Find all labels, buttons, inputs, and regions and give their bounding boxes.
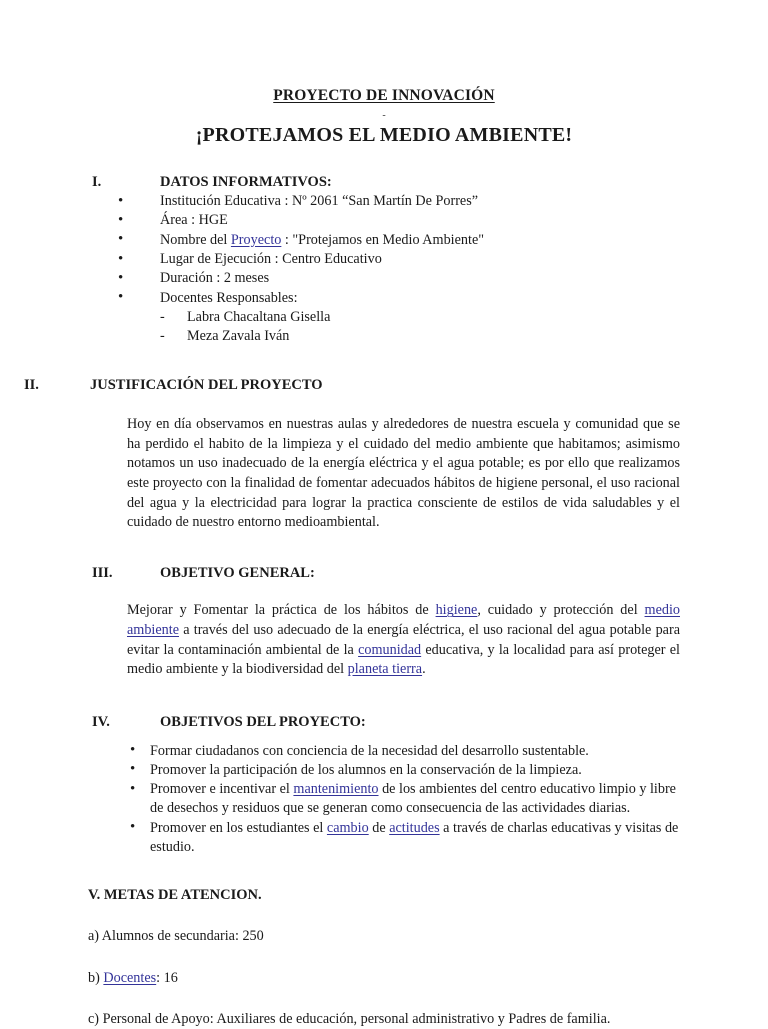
section-heading-metas-atencion: V. METAS DE ATENCION. bbox=[88, 887, 262, 904]
text-run: de los ambientes del centro educativo limpio y libre de desechos y residuos que se generan como consecuencia de las actividades diarias. bbox=[150, 781, 676, 817]
text-run: a través de charlas educativas y visitas de estudio. bbox=[150, 819, 679, 855]
text-run: a) Alumnos de secundaria: 250 bbox=[88, 928, 264, 945]
title-divider-mark: - bbox=[382, 109, 386, 121]
list-item bbox=[0, 192, 768, 211]
text-run: : "Protejamos en Medio Ambiente" bbox=[281, 231, 485, 248]
section-number-2: II. bbox=[24, 376, 39, 393]
text-run: a través del uso adecuado de la energía eléctrica, el uso racional del agua potable para evitar la contaminación ambiental de la bbox=[127, 622, 680, 658]
text-run: Lugar de Ejecución : Centro Educativo bbox=[160, 251, 382, 268]
section-number-1: I. bbox=[92, 173, 102, 190]
justificacion-paragraph: Hoy en día observamos en nuestras aulas y alrededores de nuestra escuela y comunidad que se ha perdido el habito de la limpieza y el cuidado del medio ambiente que habitamos; asimismo notamos un uso inadecuado de la energía eléctrica y el agua potable; es por ello que realizamos este proyecto con la finalidad de fomentar adecuados hábitos de higiene personal, el uso racional del agua y la electricidad para lograr la practica consciente de estilos de vida saludables y el cuidado de nuestro entorno medioambiental. bbox=[127, 416, 680, 531]
hyperlink[interactable]: Docentes bbox=[103, 969, 157, 986]
text-run: Docentes Responsables: bbox=[160, 289, 298, 306]
hyperlink[interactable]: mantenimiento bbox=[293, 781, 379, 798]
text-run: Duración : 2 meses bbox=[160, 270, 270, 287]
section-label-2: JUSTIFICACIÓN DEL PROYECTO bbox=[90, 376, 323, 393]
list-item bbox=[0, 250, 768, 269]
document-sub-title: ¡PROTEJAMOS EL MEDIO AMBIENTE! bbox=[195, 123, 573, 146]
section-heading-justificacion bbox=[0, 377, 768, 394]
text-run: Promover en los estudiantes el bbox=[150, 819, 327, 836]
text-run: Promover la participación de los alumnos en la conservación de la limpieza. bbox=[150, 761, 582, 778]
section-heading-objetivos-proyecto bbox=[0, 714, 768, 731]
text-run: Promover e incentivar el bbox=[150, 781, 294, 798]
text-run: . bbox=[422, 661, 426, 678]
hyperlink[interactable]: comunidad bbox=[358, 641, 422, 658]
text-run: Formar ciudadanos con conciencia de la necesidad del desarrollo sustentable. bbox=[150, 742, 589, 759]
hyperlink[interactable]: Proyecto bbox=[230, 231, 282, 248]
text-run: Institución Educativa : Nº 2061 bbox=[160, 193, 343, 210]
list-item bbox=[0, 742, 768, 761]
section-label-3: OBJETIVO GENERAL: bbox=[160, 564, 315, 581]
meta-line bbox=[0, 927, 768, 946]
objetivo-general-paragraph bbox=[0, 601, 768, 679]
section-heading-objetivo-general bbox=[0, 565, 768, 582]
text-run: educativa, y la localidad para así proteger el medio ambiente y la biodiversidad del bbox=[127, 641, 680, 678]
text-run: Mejorar y Fomentar la práctica de los hábitos de bbox=[127, 602, 436, 619]
text-run: “San Martín De Porres” bbox=[342, 193, 479, 210]
hyperlink[interactable]: cambio bbox=[326, 819, 369, 836]
list-item bbox=[0, 289, 768, 308]
datos-informativos-list bbox=[0, 192, 768, 308]
text-run: , cuidado y protección del bbox=[477, 602, 645, 619]
text-run: de bbox=[368, 819, 390, 836]
metas-atencion-list bbox=[0, 927, 768, 1029]
meta-line bbox=[0, 1010, 768, 1029]
document-main-title-text: PROYECTO DE INNOVACIÓN bbox=[273, 87, 495, 104]
docentes-responsables-list bbox=[0, 308, 768, 347]
text-run: Área : HGE bbox=[160, 212, 228, 229]
section-heading-datos-informativos bbox=[0, 174, 768, 191]
list-item bbox=[0, 269, 768, 288]
text-run: : 16 bbox=[156, 969, 178, 986]
hyperlink[interactable]: medio ambiente bbox=[127, 602, 680, 639]
hyperlink[interactable]: actitudes bbox=[389, 819, 440, 836]
list-item: - Meza Zavala Iván bbox=[0, 327, 768, 346]
objetivos-proyecto-list bbox=[0, 742, 768, 858]
list-item bbox=[0, 211, 768, 230]
section-number-3: III. bbox=[92, 564, 113, 581]
list-item bbox=[0, 761, 768, 780]
text-run: Nombre del bbox=[160, 231, 231, 248]
section-number-4: IV. bbox=[92, 713, 110, 730]
meta-line bbox=[0, 969, 768, 988]
list-item: - Labra Chacaltana Gisella bbox=[0, 308, 768, 327]
list-item bbox=[0, 231, 768, 250]
hyperlink[interactable]: higiene bbox=[435, 602, 478, 619]
section-label-4: OBJETIVOS DEL PROYECTO: bbox=[160, 713, 366, 730]
section-label-1: DATOS INFORMATIVOS: bbox=[160, 173, 332, 190]
hyperlink[interactable]: planeta tierra bbox=[347, 661, 423, 678]
list-item bbox=[0, 780, 768, 819]
text-run: b) bbox=[88, 969, 104, 986]
document-main-title bbox=[0, 0, 768, 104]
list-item bbox=[0, 819, 768, 858]
text-run: c) Personal de Apoyo: Auxiliares de educación, personal administrativo y Padres de familia. bbox=[88, 1010, 611, 1027]
